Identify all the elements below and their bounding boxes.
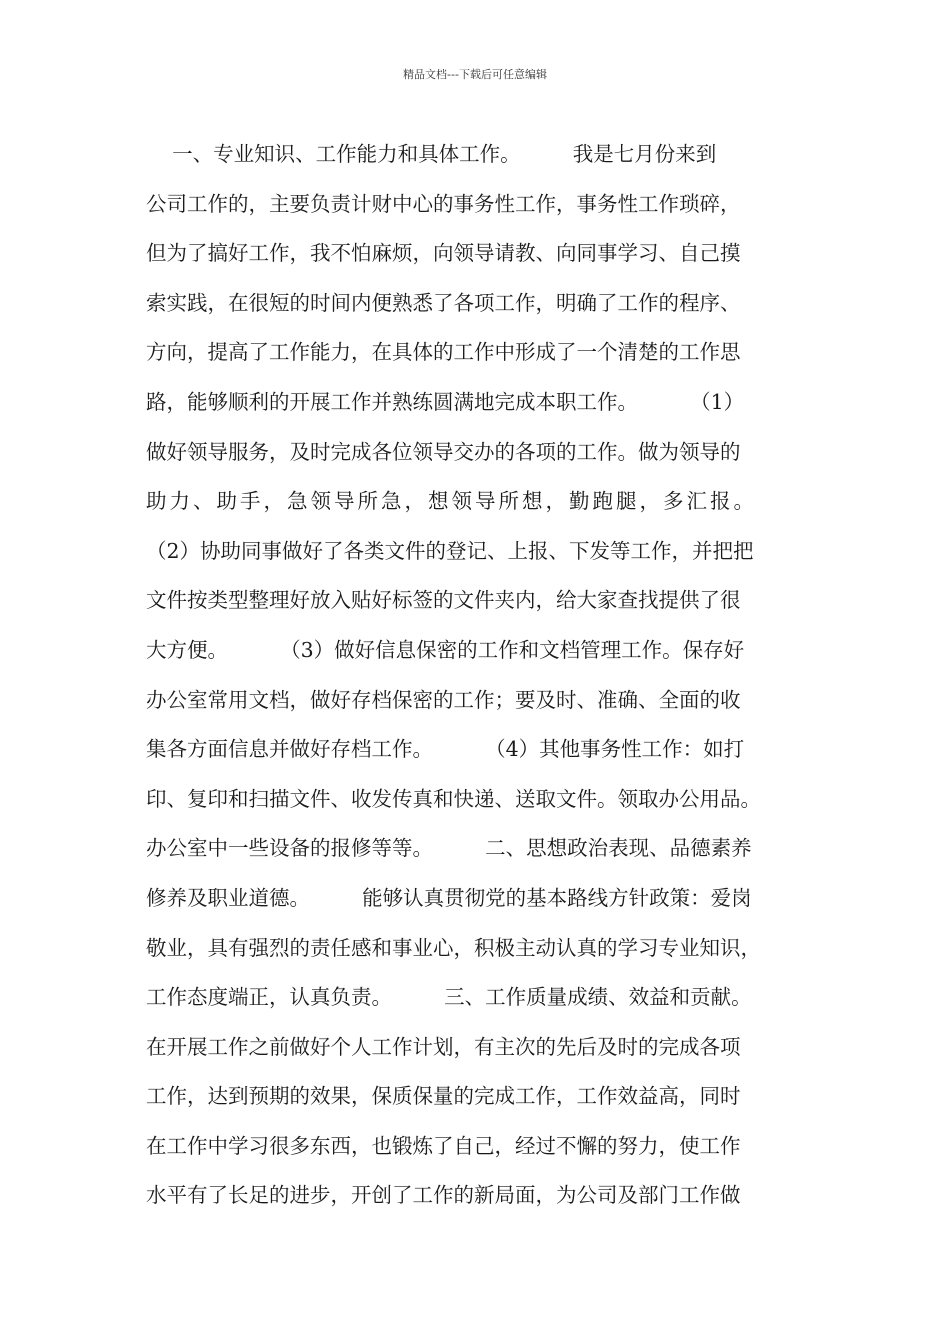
body-line-10: 文件按类型整理好放入贴好标签的文件夹内，给大家查找提供了很	[146, 588, 741, 613]
body-line-22: 水平有了长足的进步，开创了工作的新局面，为公司及部门工作做	[146, 1183, 741, 1208]
body-line-5: 方向，提高了工作能力，在具体的工作中形成了一个清楚的工作思	[146, 340, 741, 365]
body-line-20: 工作，达到预期的效果，保质保量的完成工作，工作效益高，同时	[146, 1084, 741, 1109]
body-line-15: 办公室中一些设备的报修等等。 二、思想政治表现、品德素养	[146, 836, 752, 861]
body-line-4: 索实践，在很短的时间内便熟悉了各项工作，明确了工作的程序、	[146, 290, 741, 315]
body-line-7: 做好领导服务，及时完成各位领导交办的各项的工作。做为领导的	[146, 439, 741, 464]
body-line-19: 在开展工作之前做好个人工作计划，有主次的先后及时的完成各项	[146, 1034, 741, 1059]
body-line-3: 但为了搞好工作，我不怕麻烦，向领导请教、向同事学习、自己摸	[146, 241, 741, 266]
body-line-6: 路，能够顺利的开展工作并熟练圆满地完成本职工作。 （1）	[146, 389, 745, 414]
body-line-13: 集各方面信息并做好存档工作。 （4）其他事务性工作：如打	[146, 737, 745, 762]
body-line-17: 敬业，具有强烈的责任感和事业心，积极主动认真的学习专业知识，	[146, 935, 761, 960]
body-line-1: 一、专业知识、工作能力和具体工作。 我是七月份来到	[146, 142, 717, 166]
body-line-8: 助力、助手，急领导所急，想领导所想，勤跑腿，多汇报。	[146, 489, 757, 514]
document-body	[146, 130, 806, 1221]
body-line-18: 工作态度端正，认真负责。 三、工作质量成绩、效益和贡献。	[146, 985, 752, 1010]
body-line-21: 在工作中学习很多东西，也锻炼了自己，经过不懈的努力，使工作	[146, 1133, 741, 1158]
body-line-16: 修养及职业道德。 能够认真贯彻党的基本路线方针政策：爱岗	[146, 885, 752, 910]
body-line-12: 办公室常用文档，做好存档保密的工作；要及时、准确、全面的收	[146, 687, 741, 712]
body-line-11: 大方便。 （3）做好信息保密的工作和文档管理工作。保存好	[146, 637, 745, 662]
page-header: 精品文档---下载后可任意编辑	[403, 68, 547, 81]
body-line-2: 公司工作的，主要负责计财中心的事务性工作，事务性工作琐碎，	[146, 191, 741, 216]
body-line-14: 印、复印和扫描文件、收发传真和快递、送取文件。领取办公用品。	[146, 786, 761, 811]
body-line-9: （2）协助同事做好了各类文件的登记、上报、下发等工作，并把把	[146, 538, 754, 563]
